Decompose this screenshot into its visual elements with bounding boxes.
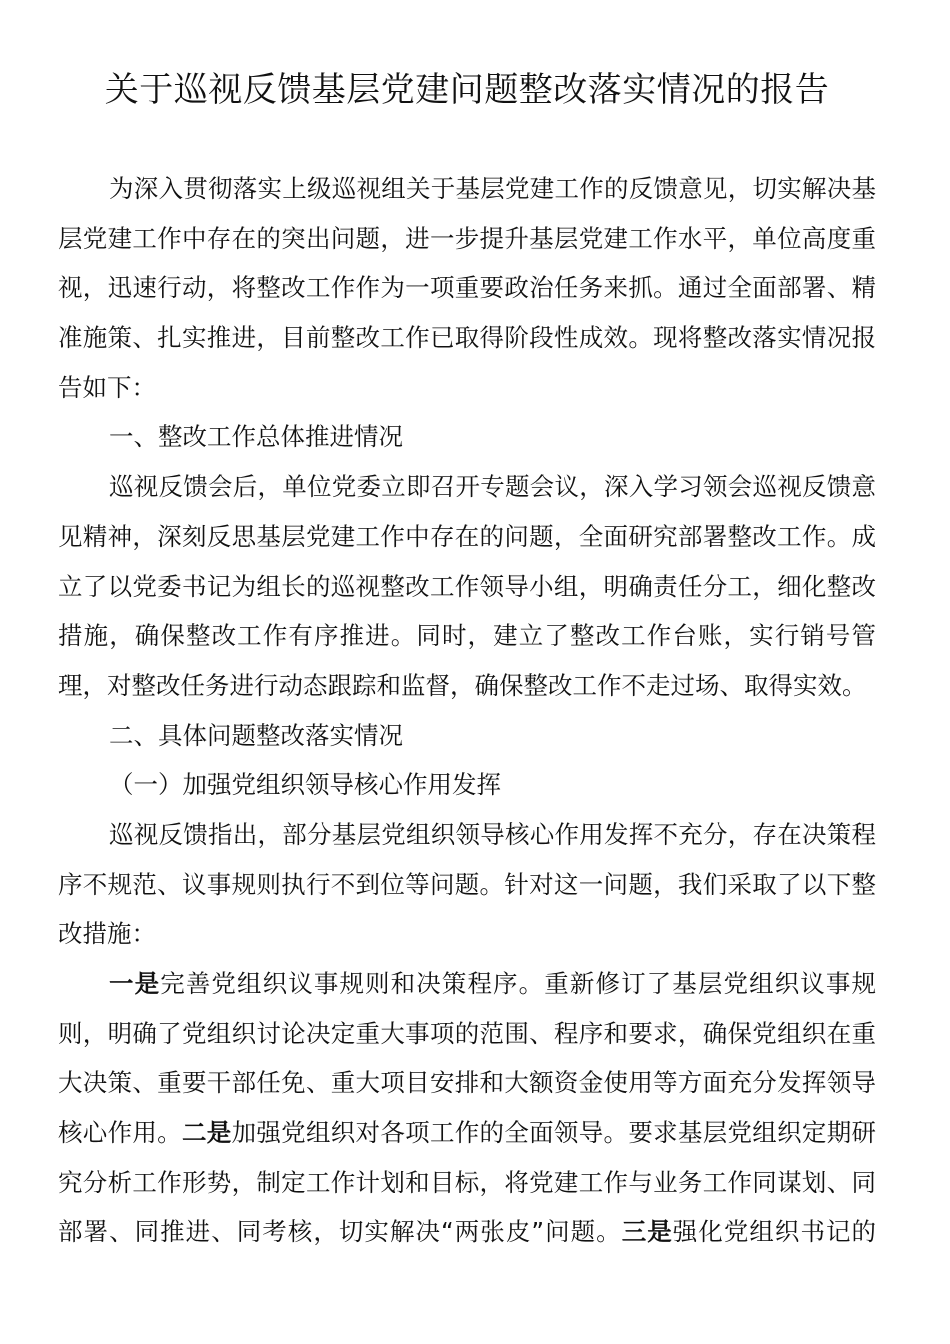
paragraph-line: 大决策、重要干部任免、重大项目安排和大额资金使用等方面充分发挥领导 xyxy=(58,1068,876,1098)
paragraph-line: 层党建工作中存在的突出问题，进一步提升基层党建工作水平，单位高度重 xyxy=(58,223,876,253)
paragraph-line: 准施策、扎实推进，目前整改工作已取得阶段性成效。现将整改落实情况报 xyxy=(58,323,876,353)
paragraph-line: 究分析工作形势，制定工作计划和目标，将党建工作与业务工作同谋划、同 xyxy=(58,1167,876,1197)
paragraph-line: 视，迅速行动，将整改工作作为一项重要政治任务来抓。通过全面部署、精 xyxy=(58,273,876,303)
line-text: 加强党组织对各项工作的全面领导。要求基层党组织定期研 xyxy=(231,1118,876,1148)
paragraph-line: 改措施： xyxy=(58,919,156,949)
paragraph-line xyxy=(58,1108,876,1158)
section-heading: 二、具体问题整改落实情况 xyxy=(109,720,403,750)
paragraph-line: 为深入贯彻落实上级巡视组关于基层党建工作的反馈意见，切实解决基 xyxy=(109,174,876,203)
line-text: 完善党组织议事规则和决策程序。重新修订了基层党组织议事规 xyxy=(160,969,877,998)
paragraph-line: 见精神，深刻反思基层党建工作中存在的问题，全面研究部署整改工作。成 xyxy=(58,521,876,551)
paragraph-line: 立了以党委书记为组长的巡视整改工作领导小组，明确责任分工，细化整改 xyxy=(58,571,876,601)
paragraph-line: 序不规范、议事规则执行不到位等问题。针对这一问题，我们采取了以下整 xyxy=(58,869,876,899)
bold-label: 三是 xyxy=(621,1217,673,1247)
line-text: 强化党组织书记的 xyxy=(672,1217,877,1247)
line-text: 部署、同推进、同考核，切实解决“两张皮”问题。 xyxy=(58,1217,622,1247)
paragraph-line: 则，明确了党组织讨论决定重大事项的范围、程序和要求，确保党组织在重 xyxy=(58,1018,876,1048)
paragraph-line xyxy=(58,1207,876,1257)
paragraph-line: 措施，确保整改工作有序推进。同时，建立了整改工作台账，实行销号管 xyxy=(58,621,876,651)
paragraph-line: 理，对整改任务进行动态跟踪和监督，确保整改工作不走过场、取得实效。 xyxy=(58,670,867,700)
paragraph-line: 巡视反馈指出，部分基层党组织领导核心作用发挥不充分，存在决策程 xyxy=(109,819,876,849)
line-text: 核心作用。 xyxy=(58,1118,182,1148)
bold-label: 一是 xyxy=(109,969,161,998)
paragraph-line: 告如下： xyxy=(58,372,156,402)
document-title: 关于巡视反馈基层党建问题整改落实情况的报告 xyxy=(104,70,830,110)
subsection-heading: （一）加强党组织领导核心作用发挥 xyxy=(109,770,501,800)
paragraph-line xyxy=(58,959,876,1009)
bold-label: 二是 xyxy=(181,1118,232,1148)
section-heading: 一、整改工作总体推进情况 xyxy=(109,422,403,452)
paragraph-line: 巡视反馈会后，单位党委立即召开专题会议，深入学习领会巡视反馈意 xyxy=(109,472,876,502)
document-body xyxy=(58,164,876,1257)
